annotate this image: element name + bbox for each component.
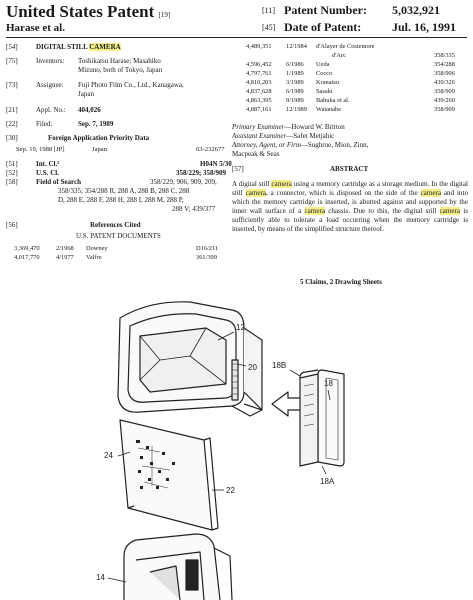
inid-code: [54]	[6, 43, 18, 51]
reference-number: 4,810,203	[246, 79, 272, 86]
patent-office-title-text: United States Patent	[6, 2, 155, 21]
int-cl-value: H04N 5/30	[200, 160, 232, 168]
insertion-arrow	[272, 392, 302, 416]
inid-code: [57]	[232, 165, 244, 173]
reference-numeral: 20	[248, 363, 257, 372]
inid-code: [45]	[262, 23, 276, 32]
inid-code: [11]	[262, 6, 276, 15]
reference-date: 12/1989	[286, 106, 307, 113]
invention-title-text: DIGITAL STILL	[36, 43, 90, 51]
reference-name: Komatsu	[316, 79, 340, 86]
attorney-agent-value: —Sughrue, Mion, Zinn,	[300, 141, 369, 149]
reference-numeral: 14	[96, 573, 105, 582]
reference-class: 358/906	[434, 70, 455, 77]
field-of-search-line-1: 358/229, 906, 909, 209,	[150, 178, 217, 186]
assignee-label: Assignee:	[36, 81, 64, 89]
field-of-search-label: Field of Search	[36, 178, 81, 186]
reference-numeral: 22	[226, 486, 235, 495]
reference-numeral: 18	[324, 379, 333, 388]
reference-class: 439/260	[434, 97, 455, 104]
reference-name: Sasaki	[316, 88, 333, 95]
reference-date: 4/1977	[56, 254, 74, 261]
inid-code: [21]	[6, 106, 18, 114]
search-highlight: camera	[439, 207, 461, 216]
reference-class: 358/909	[434, 106, 455, 113]
abstract-text-segment: is sufficiently able to tolerate a load occurring when the memory cartridge is inserted, by means of the simplified structure thereof.	[232, 207, 468, 234]
reference-date: 3/1989	[286, 79, 304, 86]
search-highlight: CAMERA	[89, 43, 121, 51]
patent-number: 5,032,921	[392, 3, 440, 17]
inid-code: [56]	[6, 221, 18, 229]
assignee-line-1: Fuji Photo Film Co., Ltd., Kanagawa,	[78, 81, 184, 89]
reference-date: 12/1984	[286, 43, 307, 50]
inid-code: [19]	[158, 11, 171, 19]
inid-code: [73]	[6, 81, 18, 89]
reference-name: Downey	[86, 245, 108, 252]
inid-code: [30]	[6, 134, 18, 142]
reference-date: 9/1989	[286, 97, 304, 104]
reference-number: 4,887,161	[246, 106, 272, 113]
reference-date: 6/1986	[286, 61, 304, 68]
reference-date: 6/1989	[286, 88, 304, 95]
date-of-patent: Jul. 16, 1991	[392, 20, 457, 34]
date-of-patent-label: Date of Patent:	[284, 20, 362, 34]
reference-name: Watanabe	[316, 106, 342, 113]
abstract-heading: ABSTRACT	[330, 165, 369, 173]
abstract-text-segment: A digital still	[232, 180, 272, 188]
patent-number-label: Patent Number:	[284, 3, 367, 17]
field-of-search-line-4: 288 V; 439/377	[172, 205, 216, 213]
reference-number: 4,837,628	[246, 88, 272, 95]
inid-code: [51]	[6, 160, 18, 168]
reference-numeral: 18B	[272, 361, 287, 370]
assistant-examiner-value: —Safet Metjahic	[286, 132, 335, 140]
reference-name: Babuka et al.	[316, 97, 350, 104]
reference-name: d'Arc	[332, 52, 346, 59]
search-highlight: camera	[245, 189, 266, 198]
inid-code: [52]	[6, 169, 18, 177]
attorney-agent-label: Attorney, Agent, or Firm	[232, 141, 301, 149]
reference-number: 4,596,452	[246, 61, 272, 68]
attorney-agent-line-2: Macpeak & Seas	[232, 150, 280, 158]
reference-name: d'Alayer de Costemore	[316, 43, 375, 50]
filed-value: Sep. 7, 1989	[78, 120, 114, 128]
inid-code: [58]	[6, 178, 18, 186]
abstract-text-segment: chassis. Due to this, the digital still	[324, 207, 440, 216]
reference-class: 361/399	[196, 254, 217, 261]
reference-class: 354/288	[434, 61, 455, 68]
search-highlight: camera	[420, 189, 441, 198]
reference-number: 4,489,351	[246, 43, 272, 50]
reference-number: 4,017,770	[14, 254, 40, 261]
camera-body-drawing	[118, 302, 262, 416]
field-of-search-line-3: D, 288 E, 288 F, 288 H, 288 I, 288 M, 288 P,	[58, 196, 184, 204]
foreign-priority-heading: Foreign Application Priority Data	[48, 134, 150, 142]
int-cl-label: Int. Cl.⁵	[36, 160, 60, 168]
reference-name: Valfre	[86, 254, 102, 261]
reference-number: 4,863,395	[246, 97, 272, 104]
foreign-priority-date: Sep. 19, 1988 [JP]	[16, 146, 65, 153]
us-cl-value: 358/229; 358/909	[176, 169, 226, 177]
us-cl-label: U.S. Cl.	[36, 169, 59, 177]
reference-class: 358/335	[434, 52, 455, 59]
reference-class: D16/211	[196, 245, 219, 252]
us-patent-documents-heading: U.S. PATENT DOCUMENTS	[76, 232, 161, 240]
references-cited-heading: References Cited	[90, 221, 141, 229]
abstract-text-segment: using a memory cartridge as a storage medium. In the digital still	[232, 180, 469, 198]
memory-cartridge-drawing	[300, 370, 344, 466]
inid-code: [22]	[6, 120, 18, 128]
reference-class: 439/326	[434, 79, 455, 86]
search-highlight: camera	[271, 180, 292, 188]
claims-summary: 5 Claims, 2 Drawing Sheets	[300, 278, 382, 286]
filed-label: Filed:	[36, 120, 53, 128]
abstract-text-segment: and into which the memory cartridge is inserted, is abutted against and supported by the inner wall surface of a	[232, 189, 469, 216]
camera-chassis-drawing	[124, 534, 232, 600]
reference-number: 3,369,470	[14, 245, 40, 252]
reference-numeral: 24	[104, 451, 113, 460]
appl-no-value: 404,026	[78, 106, 101, 114]
circuit-board-drawing	[120, 420, 218, 530]
reference-numeral: 12	[236, 323, 245, 332]
reference-date: 2/1968	[56, 245, 74, 252]
primary-examiner-label: Primary Examiner	[232, 123, 285, 131]
abstract-text-segment: , a connector, which is disposed on the side of the	[266, 189, 421, 198]
reference-number: 4,797,761	[246, 70, 272, 77]
inventors-line-2: Mizuno, both of Tokyo, Japan	[78, 66, 163, 74]
inventors-label: Inventors:	[36, 57, 65, 65]
assignee-line-2: Japan	[78, 90, 94, 98]
field-of-search-line-2: 358/335; 354/288 R, 288 A, 288 B, 288 C, 288	[58, 187, 190, 195]
reference-class: 358/909	[434, 88, 455, 95]
inid-code: [75]	[6, 57, 18, 65]
assistant-examiner-label: Assistant Examiner	[232, 132, 287, 140]
foreign-priority-number: 63-232677	[196, 146, 225, 153]
reference-date: 1/1989	[286, 70, 304, 77]
reference-name: Cocco	[316, 70, 333, 77]
reference-numeral: 18A	[320, 477, 335, 486]
inventors-line-1: Toshikatsu Harase; Masahiko	[78, 57, 161, 65]
inventor-short-name: Harase et al.	[6, 22, 65, 34]
foreign-priority-country: Japan	[92, 146, 108, 153]
reference-name: Ueda	[316, 61, 330, 68]
primary-examiner-value: —Howard W. Britton	[284, 123, 345, 131]
search-highlight: camera	[304, 207, 325, 216]
appl-no-label: Appl. No.:	[36, 106, 66, 114]
